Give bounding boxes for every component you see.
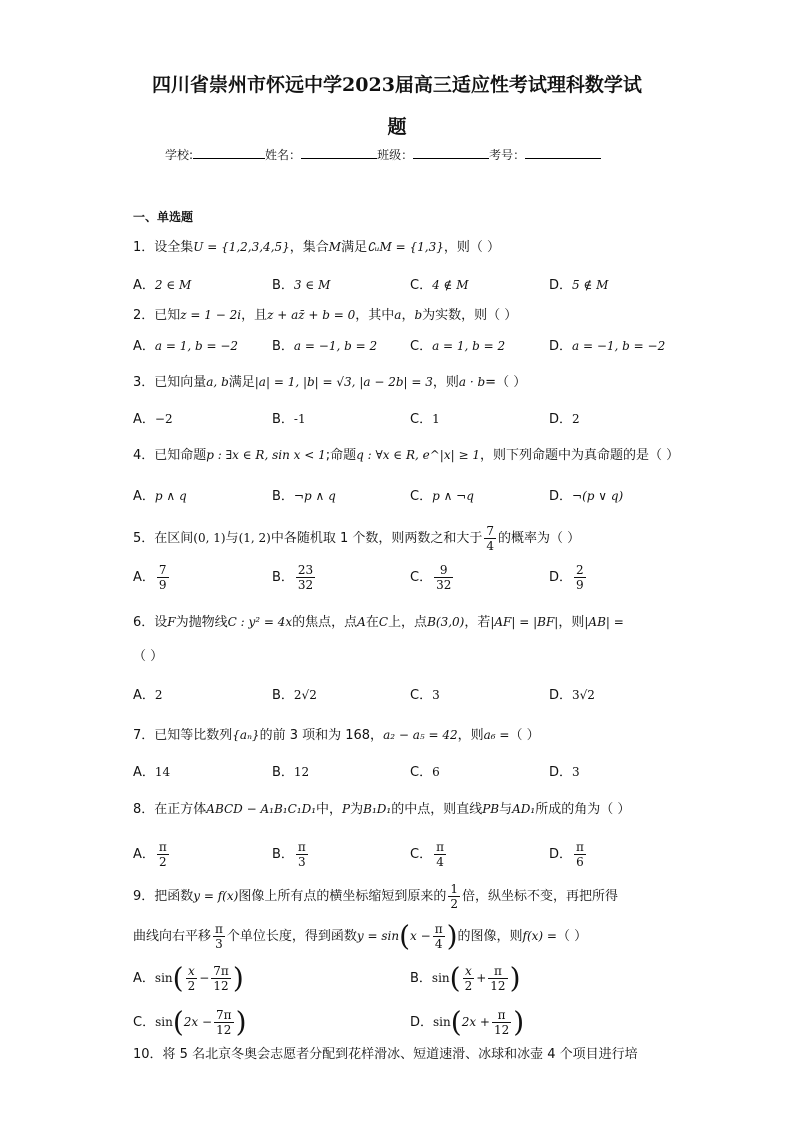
option-fraction bbox=[574, 563, 586, 592]
option-value: ¬p ∧ q bbox=[293, 489, 336, 503]
option-letter: C． bbox=[410, 339, 433, 354]
q8-option-d[interactable] bbox=[549, 840, 588, 869]
q8-line-ad1: AD₁ bbox=[512, 802, 536, 816]
q4-option-d[interactable] bbox=[549, 487, 623, 506]
q6-text: 为抛物线 bbox=[175, 615, 228, 630]
frac-num: π bbox=[215, 922, 223, 936]
frac-num: 7π bbox=[213, 964, 229, 978]
option-letter: B． bbox=[272, 339, 294, 354]
q6-point-b: B(3,0) bbox=[427, 615, 465, 629]
q7-text: （ ） bbox=[509, 728, 540, 743]
right-paren: ) bbox=[232, 961, 244, 995]
frac-den: 12 bbox=[493, 1023, 510, 1037]
q3-text: ，则 bbox=[432, 375, 459, 390]
q1-text: ，则（ ） bbox=[443, 240, 500, 255]
frac-num: 7 bbox=[158, 563, 167, 577]
option-letter: C． bbox=[410, 688, 433, 703]
q6-option-c[interactable] bbox=[410, 686, 440, 705]
q7-option-a[interactable] bbox=[133, 763, 170, 782]
q2-text: ， bbox=[401, 308, 415, 323]
q3-dot-product: a · b bbox=[458, 375, 486, 389]
option-fraction bbox=[488, 964, 507, 993]
q5-interval-2: (1, 2) bbox=[238, 531, 271, 545]
question-2-stem bbox=[133, 306, 517, 325]
option-fraction bbox=[157, 840, 169, 869]
q8-cube: ABCD − A₁B₁C₁D₁ bbox=[206, 802, 317, 816]
arg-prefix: 2x + bbox=[461, 1015, 490, 1029]
q8-option-b[interactable] bbox=[272, 840, 310, 869]
q8-text: 中， bbox=[316, 802, 343, 817]
frac-den: 32 bbox=[436, 578, 452, 592]
q2-var-b: b bbox=[414, 308, 423, 322]
q6-answer-paren: （ ） bbox=[133, 649, 164, 664]
option-value: 2 ∈ M bbox=[154, 278, 192, 292]
option-letter: C． bbox=[410, 765, 433, 780]
q8-text: 与 bbox=[499, 802, 513, 817]
frac-num: 7 bbox=[486, 524, 495, 538]
sin-label: sin bbox=[433, 1015, 451, 1029]
option-fraction bbox=[211, 964, 231, 993]
q1-condition: ∁ᵤM = {1,3} bbox=[367, 240, 444, 254]
q5-text: 中各随机取 1 个数，则两数之和大于 bbox=[270, 531, 483, 546]
frac-num: x bbox=[186, 964, 198, 979]
frac-den: 2 bbox=[159, 855, 167, 869]
q9-text: 的图像，则 bbox=[457, 929, 523, 944]
q7-text: ，则 bbox=[457, 728, 484, 743]
q6-text: 在 bbox=[365, 615, 379, 630]
option-letter: C． bbox=[410, 489, 433, 504]
q2-text: 为实数，则（ ） bbox=[422, 308, 518, 323]
q6-option-a[interactable] bbox=[133, 686, 163, 705]
option-letter: D． bbox=[549, 570, 573, 585]
option-value: a = −1, b = 2 bbox=[293, 339, 378, 353]
option-letter: A． bbox=[133, 412, 155, 427]
q5-text: 与 bbox=[225, 531, 239, 546]
frac-num: π bbox=[436, 840, 444, 854]
q9-text: 个单位长度，得到函数 bbox=[226, 929, 357, 944]
q1-text: ，集合 bbox=[289, 240, 329, 255]
option-value: p ∧ q bbox=[154, 489, 187, 503]
q5-text: 的概率为（ ） bbox=[498, 531, 581, 546]
q9-function: y = f(x) bbox=[193, 889, 239, 903]
q2-text: 2．已知 bbox=[133, 308, 181, 323]
q6-text: 上，点 bbox=[388, 615, 428, 630]
q8-segment: B₁D₁ bbox=[363, 802, 392, 816]
option-letter: B． bbox=[410, 971, 432, 986]
q9-option-c[interactable] bbox=[133, 1005, 247, 1039]
q7-text: 7．已知等比数列 bbox=[133, 728, 233, 743]
option-value: -1 bbox=[293, 412, 306, 426]
q1-text: 满足 bbox=[341, 240, 368, 255]
option-letter: A． bbox=[133, 971, 155, 986]
frac-num: π bbox=[158, 840, 167, 854]
q5-option-d[interactable] bbox=[549, 563, 588, 592]
left-paren: ( bbox=[450, 1005, 462, 1039]
option-letter: C． bbox=[410, 412, 433, 427]
option-fraction bbox=[574, 840, 586, 869]
frac-num: x bbox=[463, 964, 475, 979]
option-fraction bbox=[296, 563, 315, 592]
option-value: 2 bbox=[572, 412, 580, 426]
q1-set-u: U = {1,2,3,4,5} bbox=[193, 240, 290, 254]
q9-target-function: y = sin bbox=[356, 929, 400, 943]
section-heading: 一、单选题 bbox=[133, 210, 194, 224]
option-fraction bbox=[296, 840, 308, 869]
left-paren: ( bbox=[449, 961, 461, 995]
q6-option-d[interactable] bbox=[549, 686, 595, 705]
sin-label: sin bbox=[431, 971, 450, 985]
q7-text: 的前 3 项和为 168， bbox=[259, 728, 384, 743]
q2-z: z = 1 − 2i bbox=[180, 308, 242, 322]
q3-option-c[interactable] bbox=[410, 410, 440, 429]
q7-option-c[interactable] bbox=[410, 763, 440, 782]
q9-option-a[interactable] bbox=[133, 961, 244, 995]
q9-arg: x − bbox=[410, 929, 431, 943]
arg-prefix: 2x − bbox=[183, 1015, 213, 1029]
option-value: a = 1, b = 2 bbox=[432, 339, 506, 353]
q4-option-a[interactable] bbox=[133, 487, 187, 506]
q3-option-a[interactable] bbox=[133, 410, 173, 429]
option-letter: B． bbox=[272, 688, 294, 703]
q2-text: ，且 bbox=[241, 308, 268, 323]
option-fraction bbox=[463, 964, 475, 993]
q7-condition: a₂ − a₅ = 42 bbox=[383, 728, 458, 742]
operator: + bbox=[476, 971, 487, 985]
right-paren: ) bbox=[513, 1005, 525, 1039]
frac-den: 2 bbox=[464, 979, 473, 993]
frac-den: 3 bbox=[215, 937, 223, 951]
right-paren: ) bbox=[509, 961, 521, 995]
option-value: −2 bbox=[154, 412, 173, 426]
left-paren: ( bbox=[172, 961, 184, 995]
option-letter: D． bbox=[549, 339, 573, 354]
frac-den: 2 bbox=[450, 897, 458, 911]
option-fraction bbox=[157, 563, 169, 592]
option-value: 4 ∉ M bbox=[432, 278, 469, 292]
option-letter: C． bbox=[410, 570, 433, 585]
q3-text: =（ ） bbox=[485, 375, 527, 390]
number-blank[interactable] bbox=[525, 146, 601, 159]
option-value: 6 bbox=[432, 765, 440, 779]
option-letter: B． bbox=[272, 847, 294, 862]
q9-text: 图像上所有点的横坐标缩短到原来的 bbox=[238, 889, 447, 904]
q8-line-pb: PB bbox=[482, 802, 500, 816]
q6-option-b[interactable] bbox=[272, 686, 317, 705]
right-paren: ) bbox=[235, 1005, 247, 1039]
name-label: 姓名： bbox=[265, 148, 302, 162]
question-4-stem bbox=[133, 446, 679, 465]
q4-text: 4．已知命题 bbox=[133, 448, 207, 463]
q5-option-b[interactable] bbox=[272, 563, 317, 592]
frac-den: 2 bbox=[187, 979, 196, 993]
q6-focus: F bbox=[167, 615, 176, 629]
q2-option-b[interactable] bbox=[272, 337, 377, 356]
q8-text: 为 bbox=[350, 802, 364, 817]
option-fraction bbox=[434, 840, 446, 869]
q2-option-a[interactable] bbox=[133, 337, 238, 356]
option-letter: A． bbox=[133, 278, 155, 293]
q6-parabola: C : y² = 4x bbox=[227, 615, 293, 629]
q3-option-b[interactable] bbox=[272, 410, 306, 429]
q7-sequence: {aₙ} bbox=[232, 728, 260, 742]
option-letter: B． bbox=[272, 278, 294, 293]
option-letter: A． bbox=[133, 339, 155, 354]
number-label: 考号： bbox=[489, 148, 526, 162]
q9-option-b[interactable] bbox=[410, 961, 521, 995]
option-letter: B． bbox=[272, 412, 294, 427]
q8-text: 8．在正方体 bbox=[133, 802, 207, 817]
q1-option-d[interactable] bbox=[549, 276, 608, 295]
frac-num: 9 bbox=[434, 563, 453, 578]
question-1-stem bbox=[133, 238, 500, 257]
question-9-stem bbox=[133, 882, 618, 911]
option-value: 1 bbox=[432, 412, 440, 426]
q9-shift-fraction bbox=[213, 922, 225, 951]
q7-option-b[interactable] bbox=[272, 763, 309, 782]
q6-text: ，则 bbox=[558, 615, 585, 630]
q1-text: 1．设全集 bbox=[133, 240, 194, 255]
q9-half-fraction bbox=[448, 882, 460, 911]
option-letter: B． bbox=[272, 765, 294, 780]
left-paren: ( bbox=[399, 919, 411, 953]
q1-option-c[interactable] bbox=[410, 276, 469, 295]
option-letter: C． bbox=[410, 278, 433, 293]
q2-option-c[interactable] bbox=[410, 337, 505, 356]
frac-den: 6 bbox=[576, 855, 584, 869]
q9-text: 曲线向右平移 bbox=[133, 929, 212, 944]
option-letter: D． bbox=[549, 847, 573, 862]
frac-num: 7π bbox=[216, 1008, 232, 1022]
right-paren: ) bbox=[446, 919, 458, 953]
q4-proposition-q: q : ∀x ∈ R, e^|x| ≥ 1 bbox=[356, 448, 480, 462]
q2-text: ，其中 bbox=[355, 308, 395, 323]
option-value: 14 bbox=[154, 765, 171, 779]
frac-num: π bbox=[297, 840, 306, 854]
q1-option-a[interactable] bbox=[133, 276, 191, 295]
question-7-stem bbox=[133, 726, 540, 745]
question-10-stem: 10．将 5 名北京冬奥会志愿者分配到花样滑冰、短道速滑、冰球和冰壶 4 个项目进行培 bbox=[133, 1047, 638, 1062]
sin-label: sin bbox=[154, 971, 173, 985]
sin-label: sin bbox=[155, 1015, 173, 1029]
q7-option-d[interactable] bbox=[549, 763, 580, 782]
option-value: ¬(p ∨ q) bbox=[572, 489, 624, 503]
option-value: 5 ∉ M bbox=[572, 278, 609, 292]
frac-den: 3 bbox=[298, 855, 306, 869]
question-6-stem bbox=[133, 613, 624, 632]
frac-den: 4 bbox=[434, 937, 443, 951]
exam-title-cont: 题 bbox=[387, 116, 407, 138]
frac-den: 4 bbox=[486, 539, 495, 553]
option-value: a = −1, b = −2 bbox=[572, 339, 666, 353]
option-letter: C． bbox=[133, 1015, 156, 1030]
q1-set-m: M bbox=[328, 240, 342, 254]
q5-text: 5．在区间 bbox=[133, 531, 194, 546]
q8-option-c[interactable] bbox=[410, 840, 448, 869]
left-paren: ( bbox=[172, 1005, 184, 1039]
class-label: 班级： bbox=[377, 148, 414, 162]
name-blank[interactable] bbox=[301, 146, 377, 159]
question-5-stem bbox=[133, 524, 580, 553]
option-letter: D． bbox=[549, 688, 573, 703]
option-value: 2√2 bbox=[293, 688, 317, 702]
option-letter: C． bbox=[410, 847, 433, 862]
q4-text: ;命题 bbox=[325, 448, 357, 463]
q8-text: 的中点，则直线 bbox=[391, 802, 483, 817]
option-value: 3 bbox=[432, 688, 440, 702]
question-3-stem bbox=[133, 373, 526, 392]
q9-text: 9．把函数 bbox=[133, 889, 194, 904]
q6-text: 6．设 bbox=[133, 615, 168, 630]
q9-target: f(x) = bbox=[522, 929, 557, 943]
option-letter: D． bbox=[549, 412, 573, 427]
option-letter: A． bbox=[133, 847, 155, 862]
q5-option-a[interactable] bbox=[133, 563, 171, 592]
q6-condition: |AF| = |BF| bbox=[490, 615, 559, 629]
q6-target: |AB| = bbox=[584, 615, 624, 629]
q9-phase-fraction bbox=[433, 922, 445, 951]
option-fraction bbox=[214, 1008, 234, 1037]
school-label: 学校: bbox=[165, 148, 194, 162]
frac-num: 1 bbox=[450, 882, 458, 896]
option-letter: D． bbox=[549, 489, 573, 504]
frac-den: 9 bbox=[158, 578, 167, 592]
frac-den: 32 bbox=[297, 578, 314, 592]
q7-target: a₆ = bbox=[483, 728, 510, 742]
q8-point-p: P bbox=[342, 802, 351, 816]
q5-option-c[interactable] bbox=[410, 563, 455, 592]
frac-den: 4 bbox=[436, 855, 444, 869]
option-value: 3 bbox=[572, 765, 580, 779]
option-value: p ∧ ¬q bbox=[432, 489, 474, 503]
frac-num: π bbox=[488, 964, 507, 979]
option-letter: B． bbox=[272, 570, 294, 585]
q3-text: 满足 bbox=[228, 375, 255, 390]
q6-point-a: A bbox=[357, 615, 366, 629]
q4-proposition-p: p : ∃x ∈ R, sin x < 1 bbox=[206, 448, 326, 462]
q2-equation: z + az̄ + b = 0 bbox=[267, 308, 356, 322]
q4-option-b[interactable] bbox=[272, 487, 336, 506]
frac-num: π bbox=[434, 922, 443, 936]
option-value: 3 ∈ M bbox=[293, 278, 331, 292]
q6-curve: C bbox=[378, 615, 389, 629]
school-blank[interactable] bbox=[193, 146, 265, 159]
q5-interval-1: (0, 1) bbox=[193, 531, 226, 545]
q9-text: （ ） bbox=[556, 929, 588, 944]
class-blank[interactable] bbox=[413, 146, 489, 159]
q6-text: 的焦点，点 bbox=[292, 615, 358, 630]
q3-text: 3．已知向量 bbox=[133, 375, 207, 390]
q2-var-a: a bbox=[394, 308, 402, 322]
q3-condition: |a| = 1, |b| = √3, |a − 2b| = 3 bbox=[254, 375, 433, 389]
option-value: a = 1, b = −2 bbox=[154, 339, 239, 353]
frac-num: π bbox=[492, 1008, 511, 1023]
q6-text: ，若 bbox=[464, 615, 491, 630]
option-letter: A． bbox=[133, 570, 155, 585]
option-value: 3√2 bbox=[572, 688, 595, 702]
q9-option-d[interactable] bbox=[410, 1005, 525, 1039]
q4-option-c[interactable] bbox=[410, 487, 474, 506]
option-letter: A． bbox=[133, 489, 155, 504]
question-9-stem-line2 bbox=[133, 919, 588, 953]
frac-den: 9 bbox=[576, 578, 584, 592]
q3-vectors: a, b bbox=[206, 375, 229, 389]
exam-title: 四川省崇州市怀远中学2023届高三适应性考试理科数学试 bbox=[152, 74, 642, 96]
frac-den: 12 bbox=[490, 979, 506, 993]
q1-option-b[interactable] bbox=[272, 276, 330, 295]
option-letter: A． bbox=[133, 688, 155, 703]
q2-option-d[interactable] bbox=[549, 337, 665, 356]
option-letter: D． bbox=[549, 278, 573, 293]
frac-num: 2 bbox=[576, 563, 584, 577]
option-value: 2 bbox=[154, 688, 163, 702]
frac-den: 12 bbox=[216, 1023, 232, 1037]
frac-num: π bbox=[576, 840, 584, 854]
option-letter: A． bbox=[133, 765, 155, 780]
question-8-stem bbox=[133, 800, 630, 819]
q3-option-d[interactable] bbox=[549, 410, 580, 429]
q4-text: ，则下列命题中为真命题的是（ ） bbox=[479, 448, 680, 463]
frac-num: 23 bbox=[297, 563, 314, 577]
student-info-row bbox=[165, 146, 601, 163]
frac-den: 12 bbox=[213, 979, 229, 993]
operator: − bbox=[199, 971, 210, 985]
q5-fraction bbox=[484, 524, 496, 553]
option-fraction bbox=[434, 563, 453, 592]
q8-option-a[interactable] bbox=[133, 840, 171, 869]
option-value: 12 bbox=[293, 765, 310, 779]
option-letter: D． bbox=[549, 765, 573, 780]
option-letter: D． bbox=[410, 1015, 434, 1030]
option-fraction bbox=[186, 964, 198, 993]
q9-text: 倍，纵坐标不变，再把所得 bbox=[461, 889, 618, 904]
q8-text: 所成的角为（ ） bbox=[535, 802, 631, 817]
option-letter: B． bbox=[272, 489, 294, 504]
option-fraction bbox=[492, 1008, 511, 1037]
